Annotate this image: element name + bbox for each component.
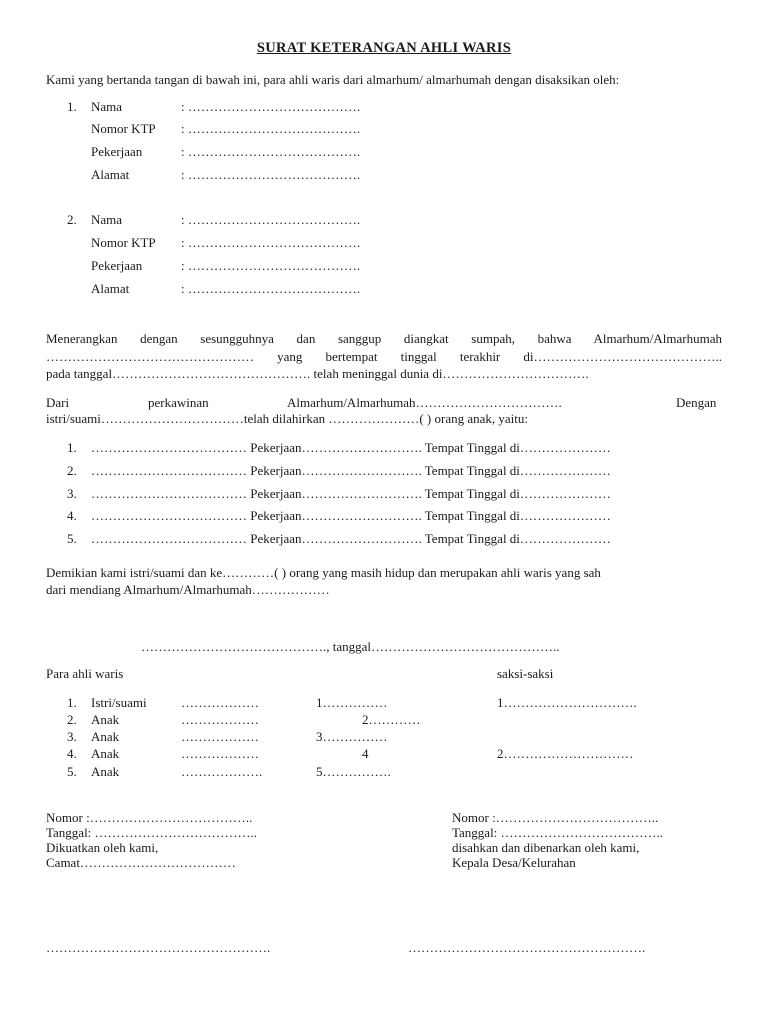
camat-nomor[interactable]: Nomor :……………………………….. (46, 810, 253, 825)
field-label-nama: Nama (91, 99, 123, 114)
heir-number: 2. (67, 712, 77, 727)
marriage-word-perkawinan: perkawinan (148, 395, 209, 410)
kepala-desa-nomor[interactable]: Nomor :……………………………….. (452, 810, 659, 825)
witness-label: saksi-saksi (497, 666, 554, 681)
field-value-pekerjaan[interactable]: : …………………………………. (181, 258, 361, 273)
document-title: SURAT KETERANGAN AHLI WARIS (256, 40, 512, 56)
heir-role: Anak (91, 746, 120, 761)
kepala-desa-line-3: disahkan dan dibenarkan oleh kami, (452, 840, 640, 855)
field-label-alamat: Alamat (91, 281, 130, 296)
field-value-alamat[interactable]: : …………………………………. (181, 167, 361, 182)
marriage-word-almarhum: Almarhum/Almarhumah……………………………. (287, 395, 562, 410)
field-value-pekerjaan[interactable]: : …………………………………. (181, 144, 361, 159)
heir-signature[interactable]: 1…………… (316, 695, 388, 710)
camat-tanggal[interactable]: Tanggal: ……………………………….. (46, 825, 258, 840)
child-row[interactable]: ……………………………… Pekerjaan………………………. Tempat Tinggal di………………… (91, 486, 611, 501)
kepala-desa-tanggal[interactable]: Tanggal: ……………………………….. (452, 825, 664, 840)
heir-name-dots[interactable]: ……………… (181, 729, 259, 744)
field-value-ktp[interactable]: : …………………………………. (181, 235, 361, 250)
child-number: 3. (67, 486, 77, 501)
heir-name-dots[interactable]: ………………. (181, 764, 263, 779)
heir-signature[interactable]: 4 (362, 746, 369, 761)
heir-name-dots[interactable]: ……………… (181, 695, 259, 710)
field-label-pekerjaan: Pekerjaan (91, 258, 143, 273)
heir-signature[interactable]: 3…………… (316, 729, 388, 744)
marriage-line-2: istri/suami……………………………telah dilahirkan …………………( ) orang anak, yaitu: (46, 411, 529, 426)
child-number: 2. (67, 463, 77, 478)
statement-line-1: Menerangkan dengan sesungguhnya dan sanggup diangkat sumpah, bahwa Almarhum/Almarhumah (46, 331, 722, 346)
camat-line-4: Camat……………………………… (46, 855, 236, 870)
closing-line-2: dari mendiang Almarhum/Almarhumah……………… (46, 582, 330, 597)
heir-number: 3. (67, 729, 77, 744)
heir-role: Anak (91, 764, 120, 779)
child-row[interactable]: ……………………………… Pekerjaan………………………. Tempat Tinggal di………………… (91, 508, 611, 523)
heir-name-dots[interactable]: ……………… (181, 712, 259, 727)
child-number: 5. (67, 531, 77, 546)
child-number: 4. (67, 508, 77, 523)
marriage-word-dengan: Dengan (676, 395, 717, 410)
heir-number: 1. (67, 695, 77, 710)
field-label-pekerjaan: Pekerjaan (91, 144, 143, 159)
field-value-ktp[interactable]: : …………………………………. (181, 121, 361, 136)
person-number: 2. (67, 212, 77, 227)
closing-line-1: Demikian kami istri/suami dan ke…………( ) orang yang masih hidup dan merupakan ahli waris yang sah (46, 565, 601, 580)
heir-role: Anak (91, 729, 120, 744)
heir-number: 5. (67, 764, 77, 779)
witness-signature[interactable]: 1…………………………. (497, 695, 637, 710)
field-label-nama: Nama (91, 212, 123, 227)
field-value-nama[interactable]: : …………………………………. (181, 99, 361, 114)
heir-role: Istri/suami (91, 695, 147, 710)
field-label-ktp: Nomor KTP (91, 235, 156, 250)
child-row[interactable]: ……………………………… Pekerjaan………………………. Tempat Tinggal di………………… (91, 440, 611, 455)
field-value-nama[interactable]: : …………………………………. (181, 212, 361, 227)
heir-number: 4. (67, 746, 77, 761)
kepala-desa-signature-line[interactable]: ………………………………………………. (408, 940, 646, 955)
child-row[interactable]: ……………………………… Pekerjaan………………………. Tempat Tinggal di………………… (91, 531, 611, 546)
person-number: 1. (67, 99, 77, 114)
statement-line-2: ………………………………………… yang bertempat tinggal terakhir di…………………………………….. (46, 349, 722, 364)
field-value-alamat[interactable]: : …………………………………. (181, 281, 361, 296)
statement-line-3: pada tanggal………………………………………. telah meninggal dunia di……………………………. (46, 366, 589, 381)
heir-role: Anak (91, 712, 120, 727)
intro-text: Kami yang bertanda tangan di bawah ini, para ahli waris dari almarhum/ almarhumah dengan disaksikan oleh: (46, 72, 620, 87)
witness-signature[interactable]: 2………………………… (497, 746, 634, 761)
place-date-line[interactable]: ……………………………………., tanggal…………………………………….. (141, 639, 560, 654)
marriage-word-dari: Dari (46, 395, 70, 410)
heir-signature[interactable]: 5……………. (316, 764, 391, 779)
child-number: 1. (67, 440, 77, 455)
field-label-alamat: Alamat (91, 167, 130, 182)
child-row[interactable]: ……………………………… Pekerjaan………………………. Tempat Tinggal di………………… (91, 463, 611, 478)
camat-line-3: Dikuatkan oleh kami, (46, 840, 159, 855)
camat-signature-line[interactable]: ……………………………………………. (46, 940, 271, 955)
heir-name-dots[interactable]: ……………… (181, 746, 259, 761)
field-label-ktp: Nomor KTP (91, 121, 156, 136)
heir-signature[interactable]: 2………… (362, 712, 421, 727)
heirs-label: Para ahli waris (46, 666, 124, 681)
kepala-desa-line-4: Kepala Desa/Kelurahan (452, 855, 576, 870)
